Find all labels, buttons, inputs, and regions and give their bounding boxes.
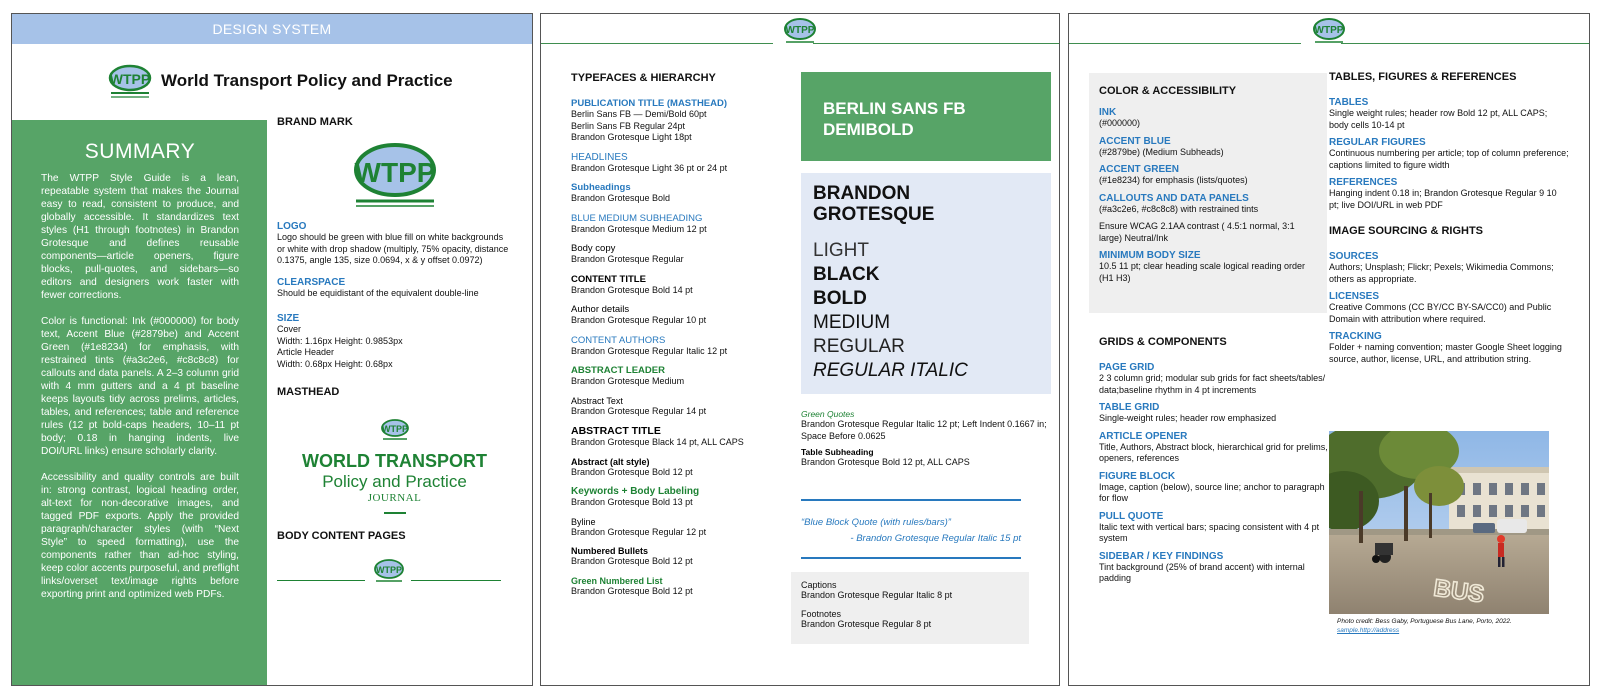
type-item [571, 517, 791, 539]
clearspace-description: Should be equidistant of the equivalent double-line [277, 287, 479, 298]
wtpp-logo-small-icon [380, 418, 410, 442]
type-item-value: Brandon Grotesque Bold 12 pt [571, 585, 693, 596]
rights-label: TRACKING [1329, 331, 1382, 342]
header-rule-right [813, 43, 1060, 44]
type-item [571, 98, 791, 144]
type-item-label: Author details [571, 304, 630, 315]
footnotes-value: Brandon Grotesque Regular 8 pt [801, 619, 932, 629]
wtpp-logo-header-icon [1312, 17, 1346, 45]
type-item-value: Brandon Grotesque Regular [571, 254, 684, 264]
size-line: Article Header [277, 347, 335, 357]
svg-text:WTPP: WTPP [354, 157, 435, 188]
summary-paragraph-3: Accessibility and quality controls are built in: strong contrast, logical heading order, alt-text for non-decorative images, and tagged PDF exports. Apply the provided paragraph/character styles (with “Next Style” to speed formatting), use the components rather than ad-hoc styling, keep color accents purposeful, and preflight links/overset text/image rights before exporting print and optimized web PDFs. [41, 472, 239, 600]
color-value: (#000000) [1099, 118, 1141, 128]
tfr-value: Continuous numbering per article; top of column preference; captions limited to figure width [1329, 148, 1569, 170]
type-item-label: ABSTRACT TITLE [571, 425, 661, 437]
page-design-system [11, 13, 533, 686]
type-item-label: BLUE MEDIUM SUBHEADING [571, 212, 703, 224]
type-item-label: ABSTRACT LEADER [571, 365, 665, 376]
summary-paragraph-1: The WTPP Style Guide is a lean, repeatable system that makes the Journal easy to read, consistent to produce, and globally accessible. It standardizes text styles (H1 through footnotes) in Brandon Grotesque and defines reusable components—article openers, figure blocks, pull-quotes, and sidebars—so editors and designers work faster with fewer corrections. [41, 173, 239, 301]
green-quotes-value: Brandon Grotesque Regular Italic 12 pt; Left Indent 0.1667 in; Space Before 0.0625 [801, 419, 1047, 441]
brand-mark-heading: BRAND MARK [277, 116, 353, 128]
typeface-hierarchy-list [571, 72, 791, 605]
type-item-value: Brandon Grotesque Light 18pt [571, 132, 692, 142]
photo-credit [1337, 617, 1567, 635]
type-item-value: Brandon Grotesque Light 36 pt or 24 pt [571, 162, 728, 173]
tfr-heading: TABLES, FIGURES & REFERENCES [1329, 71, 1517, 83]
page-color-grids-references [1068, 13, 1590, 686]
type-item [571, 152, 791, 175]
berlin-sans-sample [801, 72, 1051, 161]
type-item-value: Brandon Grotesque Bold 12 pt [571, 556, 693, 566]
block-quote-attribution: - Brandon Grotesque Regular Italic 15 pt [850, 533, 1021, 544]
table-subheading-value: Brandon Grotesque Bold 12 pt, ALL CAPS [801, 457, 970, 467]
wtpp-logo-header-icon [373, 558, 405, 584]
size-line: Width: 1.16px Height: 0.9853px [277, 335, 403, 346]
type-item [571, 182, 791, 205]
type-item [571, 365, 791, 388]
weight-black: BLACK [813, 264, 880, 285]
header-rule-right [1341, 43, 1590, 44]
type-item-label: PUBLICATION TITLE (MASTHEAD) [571, 98, 728, 109]
blue-block-quote [801, 499, 1021, 559]
large-logo [277, 142, 512, 213]
header-rule-left [541, 43, 773, 44]
type-item-value: Brandon Grotesque Bold 14 pt [571, 284, 693, 295]
type-item-value: Berlin Sans FB — Demi/Bold 60pt [571, 109, 707, 119]
type-item [571, 335, 791, 358]
type-item-value: Brandon Grotesque Regular Italic 12 pt [571, 345, 728, 356]
header-rule-left [1069, 43, 1301, 44]
weight-regular: REGULAR [813, 336, 905, 357]
type-item-value: Brandon Grotesque Bold 13 pt [571, 497, 693, 507]
clearspace-label: CLEARSPACE [277, 276, 346, 288]
type-item [571, 486, 791, 509]
color-value: (#1e8234) for emphasis (lists/quotes) [1099, 175, 1248, 185]
weight-medium: MEDIUM [813, 312, 891, 333]
type-item-label: CONTENT TITLE [571, 273, 646, 285]
type-item-label: Keywords + Body Labeling [571, 486, 700, 497]
summary-paragraph-2: Color is functional: Ink (#000000) for body text, Accent Blue (#2879be) and Accent Green (#1e8234) for emphasis, with restrained tints (#a3c2e6, #c8c8c8) for callouts and data panels. A 2–3 column grid with 4 mm gutters and a 4 pt baseline keeps layouts tidy across prelims, articles, tables, and references; table and reference rules (12 pt bold-caps headers, 10–11 pt body; 0.18 in hanging indents, live DOI/URL links) ensure scholarly clarity. [41, 316, 239, 457]
color-label: CALLOUTS AND DATA PANELS [1099, 192, 1249, 204]
captions-footnotes-panel [791, 572, 1029, 644]
type-item-value: Brandon Grotesque Regular 10 pt [571, 315, 707, 325]
type-item-label: Numbered Bullets [571, 546, 649, 556]
type-item-value: Brandon Grotesque Regular 14 pt [571, 405, 707, 416]
type-item-label: Byline [571, 516, 596, 527]
typefaces-heading: TYPEFACES & HIERARCHY [571, 72, 716, 84]
type-item-value: Brandon Grotesque Medium [571, 376, 685, 386]
grid-label: SIDEBAR / KEY FINDINGS [1099, 550, 1224, 562]
brandon-title-line-1: BRANDON [813, 183, 911, 204]
rights-heading: IMAGE SOURCING & RIGHTS [1329, 225, 1484, 237]
grid-value: Title, Authors, Abstract block, hierarchical grid for prelims, openers, references [1099, 441, 1328, 463]
brandon-title-line-2: GROTESQUE [813, 204, 935, 225]
body-content-pages-heading: BODY CONTENT PAGES [277, 530, 406, 542]
grids-components [1099, 336, 1329, 585]
body-page-header-sample [277, 558, 512, 594]
svg-text:WTPP: WTPP [381, 424, 408, 434]
grid-label: PULL QUOTE [1099, 510, 1164, 522]
weight-light: LIGHT [813, 240, 869, 261]
wtpp-logo-icon [107, 64, 153, 98]
masthead-heading: MASTHEAD [277, 386, 340, 398]
brandon-title [813, 183, 1039, 225]
rights-value: Folder + naming convention; master Google Sheet logging source, author, license, URL, and attribution string. [1329, 342, 1562, 364]
grid-value: Tint background (25% of brand accent) with internal padding [1099, 561, 1305, 583]
grid-label: ARTICLE OPENER [1099, 430, 1188, 442]
type-item [571, 457, 791, 479]
type-item-label: Abstract (alt style) [571, 456, 650, 467]
type-item-value: Brandon Grotesque Bold [571, 193, 671, 203]
type-item [571, 546, 791, 568]
min-body-value: 10.5 11 pt; clear heading scale logical reading order (H1 H3) [1099, 261, 1305, 283]
color-accessibility-panel [1089, 73, 1327, 313]
block-quote-text: “Blue Block Quote (with rules/bars)” [801, 517, 951, 528]
svg-text:WTPP: WTPP [785, 25, 815, 36]
type-item-label: Green Numbered List [571, 575, 663, 586]
rights-value: Creative Commons (CC BY/CC BY-SA/CC0) and Public Domain with attribution where required. [1329, 302, 1552, 324]
masthead-sample [277, 418, 512, 514]
type-item-value: Brandon Grotesque Medium 12 pt [571, 223, 707, 234]
bus-lane-photo [1329, 431, 1549, 614]
logo-description: Logo should be green with blue fill on white backgrounds or white with drop shadow (multiply, 75% opacity, distance 0.1375, angle 135, size 0.0694, x & y offset 0.0972) [277, 232, 509, 265]
summary-panel [12, 120, 267, 686]
color-value: (#a3c2e6, #c8c8c8) with restrained tints [1099, 203, 1259, 214]
table-subheading-label: Table Subheading [801, 447, 874, 457]
logo-label: LOGO [277, 221, 307, 232]
type-item-value: Brandon Grotesque Black 14 pt, ALL CAPS [571, 437, 744, 447]
type-item-label: Body copy [571, 243, 616, 254]
berlin-line-1: BERLIN SANS FB [823, 99, 966, 118]
size-line: Width: 0.68px Height: 0.68px [277, 358, 393, 369]
svg-text:WTPP: WTPP [1314, 25, 1344, 36]
captions-label: Captions [801, 580, 837, 590]
type-item [571, 243, 791, 266]
tfr-label: REFERENCES [1329, 177, 1398, 188]
color-label: INK [1099, 107, 1117, 118]
grids-heading: GRIDS & COMPONENTS [1099, 336, 1227, 348]
tfr-value: Single weight rules; header row Bold 12 pt, ALL CAPS; body cells 10-14 pt [1329, 108, 1548, 130]
color-label: ACCENT BLUE [1099, 135, 1171, 147]
type-item-label: CONTENT AUTHORS [571, 334, 666, 346]
masthead-line-1: WORLD TRANSPORT [302, 451, 487, 471]
header-rule-right [411, 580, 501, 581]
type-item [571, 213, 791, 236]
type-item-label: HEADLINES [571, 151, 628, 163]
summary-heading: SUMMARY [84, 140, 196, 163]
header-rule-left [277, 580, 365, 581]
bus-lane-photo-image [1329, 431, 1549, 614]
grid-label: PAGE GRID [1099, 362, 1155, 373]
tables-figures-references [1329, 71, 1569, 365]
type-item [571, 576, 791, 598]
grid-label: TABLE GRID [1099, 402, 1160, 413]
brand-title: World Transport Policy and Practice [161, 71, 453, 90]
tfr-label: REGULAR FIGURES [1329, 137, 1426, 148]
wtpp-logo-large-icon [350, 142, 440, 208]
captions-value: Brandon Grotesque Regular Italic 8 pt [801, 590, 953, 600]
grid-value: 2 3 column grid; modular sub grids for fact sheets/tables/ data;baseline rhythm in 4 pt increments [1099, 373, 1326, 395]
berlin-line-2: DEMIBOLD [823, 120, 914, 139]
weight-regular-italic: REGULAR ITALIC [813, 360, 968, 381]
type-item-value: Brandon Grotesque Regular 12 pt [571, 526, 707, 537]
size-line: Cover [277, 324, 302, 334]
wtpp-logo-header-icon [783, 17, 817, 45]
wcag-note: Ensure WCAG 2.1AA contrast ( 4.5:1 normal, 3:1 large) Neutral/Ink [1099, 221, 1295, 243]
type-item [571, 304, 791, 327]
masthead-rule [384, 512, 406, 514]
tfr-label: TABLES [1329, 97, 1369, 108]
type-item-label: Abstract Text [571, 395, 623, 406]
footnotes-label: Footnotes [801, 609, 842, 619]
grid-label: FIGURE BLOCK [1099, 470, 1176, 482]
color-label: ACCENT GREEN [1099, 164, 1180, 175]
grid-value: Image, caption (below), source line; anchor to paragraph for flow [1099, 481, 1325, 503]
type-item [571, 396, 791, 418]
brand-header [107, 64, 453, 98]
tfr-value: Hanging indent 0.18 in; Brandon Grotesque Regular 9 10 pt; live DOI/URL in web PDF [1329, 188, 1557, 210]
photo-credit-text: Photo credit: Bess Gaby, Portuguese Bus Lane, Porto, 2022. [1337, 618, 1512, 625]
brand-guidelines-column [277, 116, 512, 594]
weight-bold: BOLD [813, 288, 867, 309]
svg-text:BUS: BUS [1431, 574, 1486, 609]
masthead-line-2: Policy and Practice [322, 472, 467, 491]
type-item-value: Berlin Sans FB Regular 24pt [571, 120, 686, 131]
grid-value: Italic text with vertical bars; spacing consistent with 4 pt system [1099, 521, 1320, 543]
masthead-line-3: JOURNAL [367, 492, 422, 504]
size-label: SIZE [277, 313, 300, 324]
color-value: (#2879be) (Medium Subheads) [1099, 146, 1224, 157]
type-item-label: Subheadings [571, 182, 631, 193]
min-body-label: MINIMUM BODY SIZE [1099, 250, 1201, 261]
brandon-grotesque-sample [801, 173, 1051, 394]
page-typefaces [540, 13, 1060, 686]
rights-value: Authors; Unsplash; Flickr; Pexels; Wikimedia Commons; others as appropriate. [1329, 262, 1554, 284]
quote-styles [801, 409, 1051, 469]
rights-label: SOURCES [1329, 251, 1379, 262]
type-item [571, 425, 791, 449]
photo-credit-link[interactable]: sample.http://address [1337, 627, 1400, 634]
rights-label: LICENSES [1329, 291, 1380, 302]
green-quotes-label: Green Quotes [801, 409, 855, 419]
color-heading: COLOR & ACCESSIBILITY [1099, 85, 1237, 97]
type-item-value: Brandon Grotesque Bold 12 pt [571, 466, 693, 477]
type-item [571, 274, 791, 297]
design-system-banner: DESIGN SYSTEM [12, 14, 532, 44]
svg-text:WTPP: WTPP [109, 71, 151, 87]
grid-value: Single-weight rules; header row emphasized [1099, 413, 1277, 423]
svg-text:WTPP: WTPP [376, 565, 402, 575]
